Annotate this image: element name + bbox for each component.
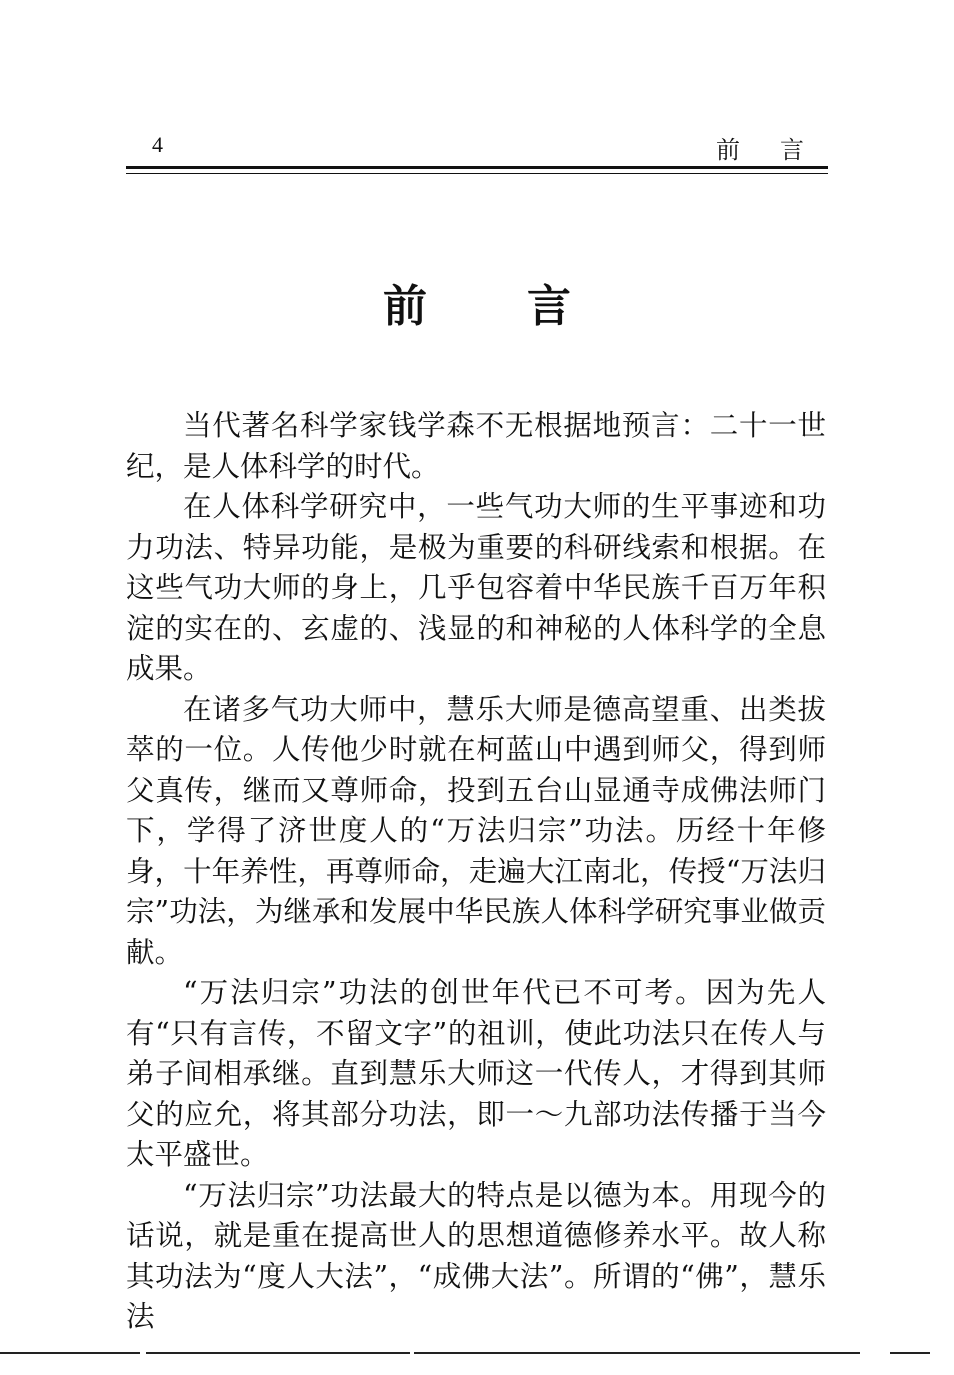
footer-rule: [0, 1352, 954, 1354]
paragraph: “万法归宗”功法的创世年代已不可考。因为先人有“只有言传，不留文字”的祖训，使此功法只在传人与弟子间相承继。直到慧乐大师这一代传人，才得到其师父的应允，将其部分功法，即一～九部功法传播于当今太平盛世。: [126, 976, 826, 1171]
paragraph: 当代著名科学家钱学森不无根据地预言：二十一世纪，是人体科学的时代。: [126, 409, 826, 483]
running-head: [126, 128, 844, 164]
header-rule-thin: [126, 173, 828, 174]
body-text: [126, 406, 826, 1338]
chapter-title: 前言: [383, 281, 671, 332]
running-head-title: 前言: [716, 136, 844, 164]
header-rule: [126, 166, 828, 169]
page-number: 4: [152, 132, 163, 157]
paragraph: 在诸多气功大师中，慧乐大师是德高望重、出类拔萃的一位。人传他少时就在柯蓝山中遇到师父，得到师父真传，继而又尊师命，投到五台山显通寺成佛法师门下，学得了济世度人的“万法归宗”功法。历经十年修身，十年养性，再尊师命，走遍大江南北，传授“万法归宗”功法，为继承和发展中华民族人体科学研究事业做贡献。: [126, 692, 826, 969]
paragraph: 在人体科学研究中，一些气功大师的生平事迹和功力功法、特异功能，是极为重要的科研线索和根据。在这些气功大师的身上，几乎包容着中华民族千百万年积淀的实在的、玄虚的、浅显的和神秘的人体科学的全息成果。: [126, 490, 826, 685]
paragraph: “万法归宗”功法最大的特点是以德为本。用现今的话说，就是重在提高世人的思想道德修养水平。故人称其功法为“度人大法”，“成佛大法”。所谓的“佛”，慧乐法: [126, 1178, 826, 1333]
